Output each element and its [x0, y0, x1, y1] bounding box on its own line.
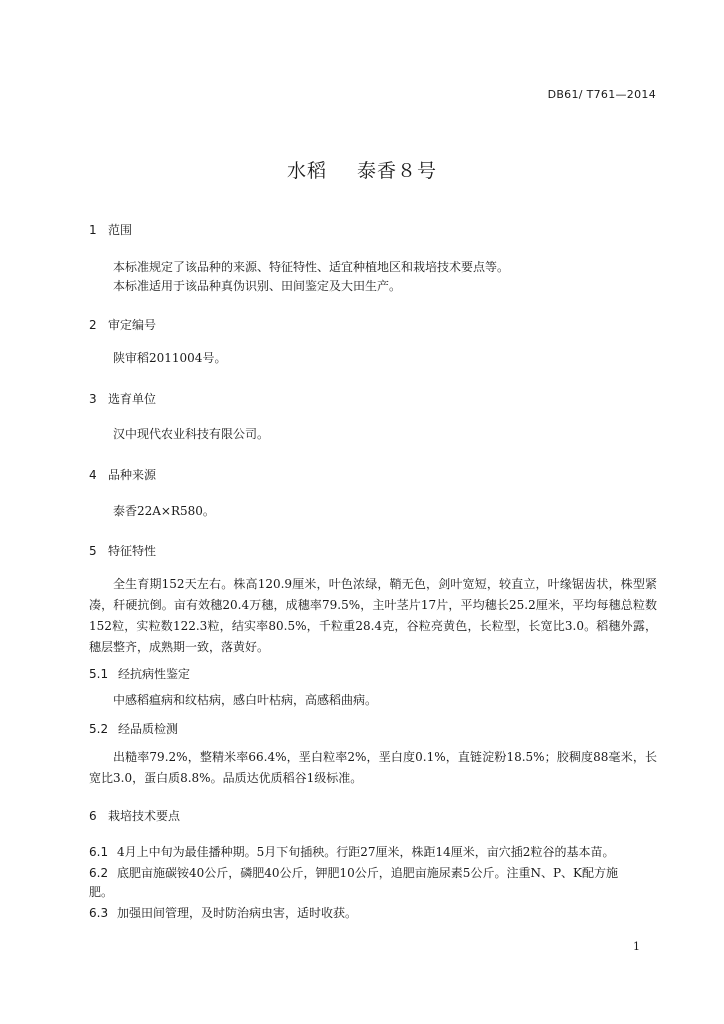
section-3-heading: [89, 390, 156, 407]
section-5-text: 全生育期152天左右。株高120.9厘米，叶色浓绿，鞘无色，剑叶宽短，较直立，叶缘锯齿状，株型紧凑，秆硬抗倒。亩有效穗20.4万穗，成穗率79.5%，主叶茎片17片，平均穗长25.2厘米，平均每穗总粒数152粒，实粒数122.3粒，结实率80.5%，千粒重28.4克，谷粒亮黄色，长粒型，长宽比3.0。稻穗外露，穗层整齐，成熟期一致，落黄好。: [89, 577, 657, 654]
section-2-text: 陕审稻2011004号。: [113, 351, 227, 365]
section-number: 6: [89, 809, 97, 823]
section-5-1-heading: [89, 665, 190, 682]
cultivation-step-1: [89, 842, 659, 863]
section-5-2-text: 出糙率79.2%，整精米率66.4%，垩白粒率2%，垩白度0.1%，直链淀粉18.5%；胶稠度88毫米，长宽比3.0，蛋白质8.8%。品质达优质稻谷1级标准。: [89, 750, 657, 785]
step-text: 加强田间管理，及时防治病虫害，适时收获。: [117, 906, 358, 920]
section-title: 品种来源: [108, 468, 157, 482]
section-number: 2: [89, 318, 97, 332]
section-3-text: 汉中现代农业科技有限公司。: [113, 427, 270, 441]
section-number: 5.1: [89, 667, 109, 681]
page-number: 1: [633, 940, 640, 953]
section-1-line-1: 本标准规定了该品种的来源、特征特性、适宜种植地区和栽培技术要点等。: [113, 260, 510, 274]
page-title: [0, 156, 724, 183]
section-2-heading: [89, 316, 156, 333]
section-number: 4: [89, 468, 97, 482]
section-4-text: 泰香22A×R580。: [113, 504, 215, 518]
section-number: 1: [89, 223, 97, 237]
step-number: 6.1: [89, 845, 109, 859]
section-number: 5: [89, 544, 97, 558]
section-5-2-heading: [89, 720, 178, 737]
section-title: 栽培技术要点: [108, 809, 181, 823]
section-title: 经品质检测: [118, 722, 179, 736]
section-title: 特征特性: [108, 544, 157, 558]
cultivation-step-2-continued: 肥。: [89, 885, 114, 899]
section-4-heading: [89, 466, 156, 483]
step-number: 6.3: [89, 906, 109, 920]
title-variety: 泰香８号: [357, 160, 438, 182]
section-number: 3: [89, 392, 97, 406]
section-5-heading: [89, 542, 156, 559]
section-number: 5.2: [89, 722, 109, 736]
step-number: 6.2: [89, 866, 109, 880]
cultivation-step-3: [89, 903, 659, 924]
section-title: 审定编号: [108, 318, 157, 332]
step-text: 4月上中旬为最佳播种期。5月下旬插秧。行距27厘米，株距14厘米，亩穴插2粒谷的基本苗。: [117, 845, 615, 859]
step-text: 底肥亩施碳铵40公斤，磷肥40公斤，钾肥10公斤，追肥亩施尿素5公斤。注重N、P、K配方施: [117, 866, 618, 880]
section-title: 选育单位: [108, 392, 157, 406]
section-6-heading: [89, 807, 180, 824]
title-crop: 水稻: [286, 160, 327, 182]
standard-code: DB61/ T761—2014: [547, 88, 656, 101]
section-title: 经抗病性鉴定: [118, 667, 191, 681]
cultivation-step-2: [89, 863, 659, 884]
section-5-1-text: 中感稻瘟病和纹枯病，感白叶枯病，高感稻曲病。: [113, 693, 378, 707]
section-1-heading: [89, 221, 132, 238]
section-1-line-2: 本标准适用于该品种真伪识别、田间鉴定及大田生产。: [113, 279, 402, 293]
section-title: 范围: [108, 223, 133, 237]
